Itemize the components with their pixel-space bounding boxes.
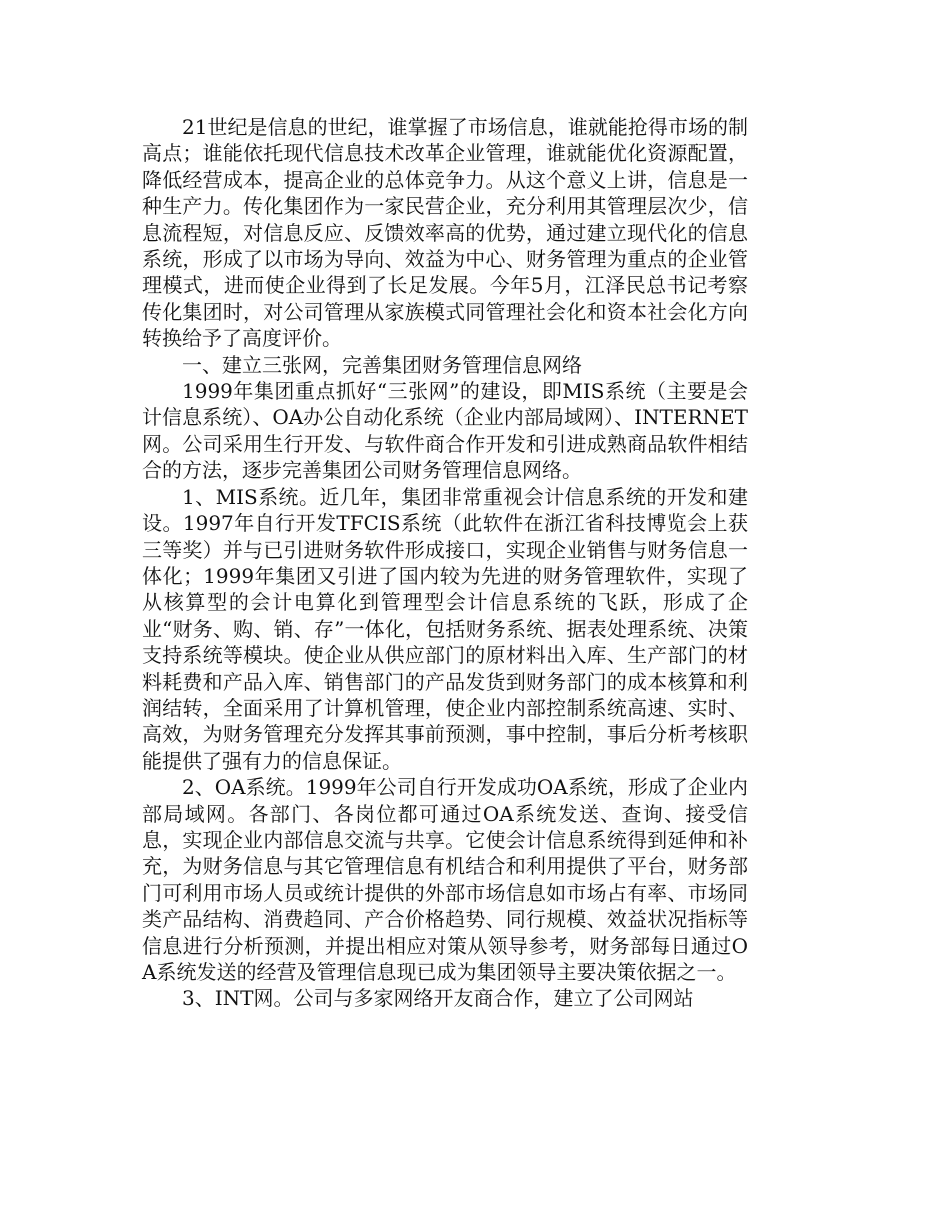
int-network-paragraph: 3、INT网。公司与多家网络开友商合作，建立了公司网站 bbox=[182, 986, 694, 1011]
document-body bbox=[142, 114, 748, 1012]
oa-system-paragraph: 2、OA系统。1999年公司自行开发成功OA系统，形成了企业内部局域网。各部门、各岗位都可通过OA系统发送、查询、接受信息，实现企业内部信息交流与共享。它使会计信息系统得到延伸和补充，为财务信息与其它管理信息有机结合和利用提供了平台，财务部门可利用市场人员或统计提供的外部市场信息如市场占有率、市场同类产品结构、消费趋同、产合价格趋势、同行规模、效益状况指标等信息进行分析预测，并提出相应对策从领导参考，财务部每日通过OA系统发送的经营及管理信息现已成为集团领导主要决策依据之一。 bbox=[142, 775, 748, 984]
section-heading: 一、建立三张网，完善集团财务管理信息网络 bbox=[182, 352, 582, 377]
intro-paragraph: 21世纪是信息的世纪，谁掌握了市场信息，谁就能抢得市场的制高点；谁能依托现代信息技术改革企业管理，谁就能优化资源配置，降低经营成本，提高企业的总体竞争力。从这个意义上讲，信息是一种生产力。传化集团作为一家民营企业，充分利用其管理层次少，信息流程短，对信息反应、反馈效率高的优势，通过建立现代化的信息系统，形成了以市场为导向、效益为中心、财务管理为重点的企业管理模式，进而使企业得到了长足发展。今年5月，江泽民总书记考察传化集团时，对公司管理从家族模式同管理社会化和资本社会化方向转换给予了高度评价。 bbox=[142, 115, 748, 351]
three-networks-paragraph: 1999年集团重点抓好“三张网”的建设，即MIS系统（主要是会计信息系统）、OA办公自动化系统（企业内部局域网）、INTERNET网。公司采用生行开发、与软件商合作开发和引进成熟商品软件相结合的方法，逐步完善集团公司财务管理信息网络。 bbox=[142, 379, 748, 483]
mis-system-paragraph: 1、MIS系统。近几年，集团非常重视会计信息系统的开发和建设。1997年自行开发TFCIS系统（此软件在浙江省科技博览会上获三等奖）并与已引进财务软件形成接口，实现企业销售与财务信息一体化；1999年集团又引进了国内较为先进的财务管理软件，实现了从核算型的会计电算化到管理型会计信息系统的飞跃，形成了企业“财务、购、销、存”一体化，包括财务系统、据表处理系统、决策支持系统等模块。使企业从供应部门的原材料出入库、生产部门的材料耗费和产品入库、销售部门的产品发货到财务部门的成本核算和利润结转，全面采用了计算机管理，使企业内部控制系统高速、实时、高效，为财务管理充分发挥其事前预测，事中控制，事后分析考核职能提供了强有力的信息保证。 bbox=[142, 484, 748, 773]
